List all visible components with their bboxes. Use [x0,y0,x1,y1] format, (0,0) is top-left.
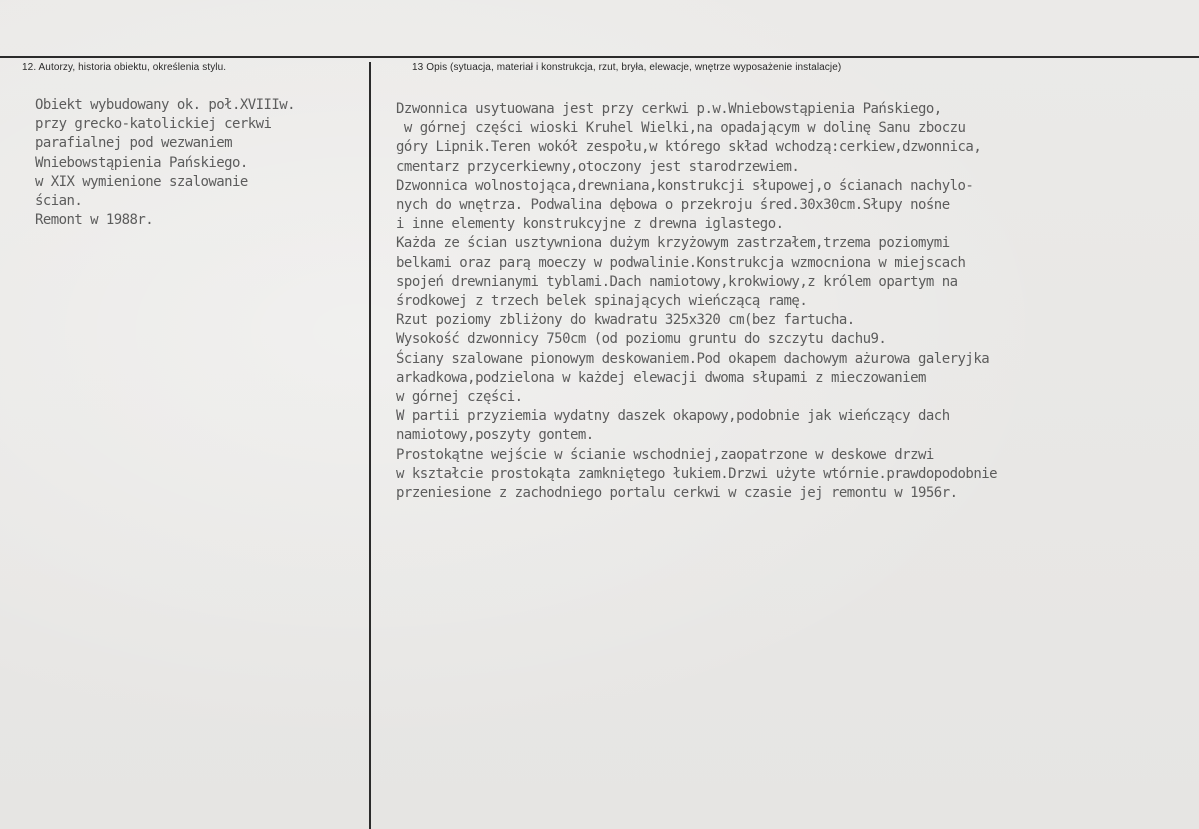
description-text: Dzwonnica usytuowana jest przy cerkwi p.w.Wniebowstąpienia Pańskiego, w górnej części wioski Kruhel Wielki,na opadającym w dolinę Sanu zboczu góry Lipnik.Teren wokół zespołu,w którego skład wchodzą:cerkiew,dzwonnica, cmentarz przycerkiewny,otoczony jest starodrzewiem. Dzwonnica wolnostojąca,drewniana,konstrukcji słupowej,o ścianach nachylo- nych do wnętrza. Podwalina dębowa o przekroju śred.30x30cm.Słupy nośne i inne elementy konstrukcyjne z drewna iglastego. Każda ze ścian usztywniona dużym krzyżowym zastrzałem,trzema poziomymi belkami oraz parą moeczy w podwalinie.Konstrukcja wzmocniona w miejscach spojeń drewnianymi tyblami.Dach namiotowy,krokwiowy,z królem opartym na środkowej z trzech belek spinających wieńczącą ramę. Rzut poziomy zbliżony do kwadratu 325x320 cm(bez fartucha. Wysokość dzwonnicy 750cm (od poziomu gruntu do szczytu dachu9. Ściany szalowane pionowym deskowaniem.Pod okapem dachowym ażurowa galeryjka arkadkowa,podzielona w każdej elewacji dwoma słupami z mieczowaniem w górnej części. W partii przyziemia wydatny daszek okapowy,podobnie jak wieńczący dach namiotowy,poszyty gontem. Prostokątne wejście w ścianie wschodniej,zaopatrzone w deskowe drzwi w kształcie prostokąta zamkniętego łukiem.Drzwi użyte wtórnie.prawdopodobnie przeniesione z zachodniego portalu cerkwi w czasie jej remontu w 1956r. [396,101,998,502]
top-border-line [0,56,1199,58]
history-text: Obiekt wybudowany ok. poł.XVIIIw. przy grecko-katolickiej cerkwi parafialnej pod wezwaniem Wniebowstąpienia Pańskiego. w XIX wymienione szalowanie ścian. Remont w 1988r. [35,97,295,229]
field13-label: 13 Opis (sytuacja, materiał i konstrukcja, rzut, bryła, elewacje, wnętrze wyposażenie instalacje) [412,62,842,73]
column-divider [369,62,371,829]
field12-label: 12. Autorzy, historia obiektu, określenia stylu. [22,62,227,73]
